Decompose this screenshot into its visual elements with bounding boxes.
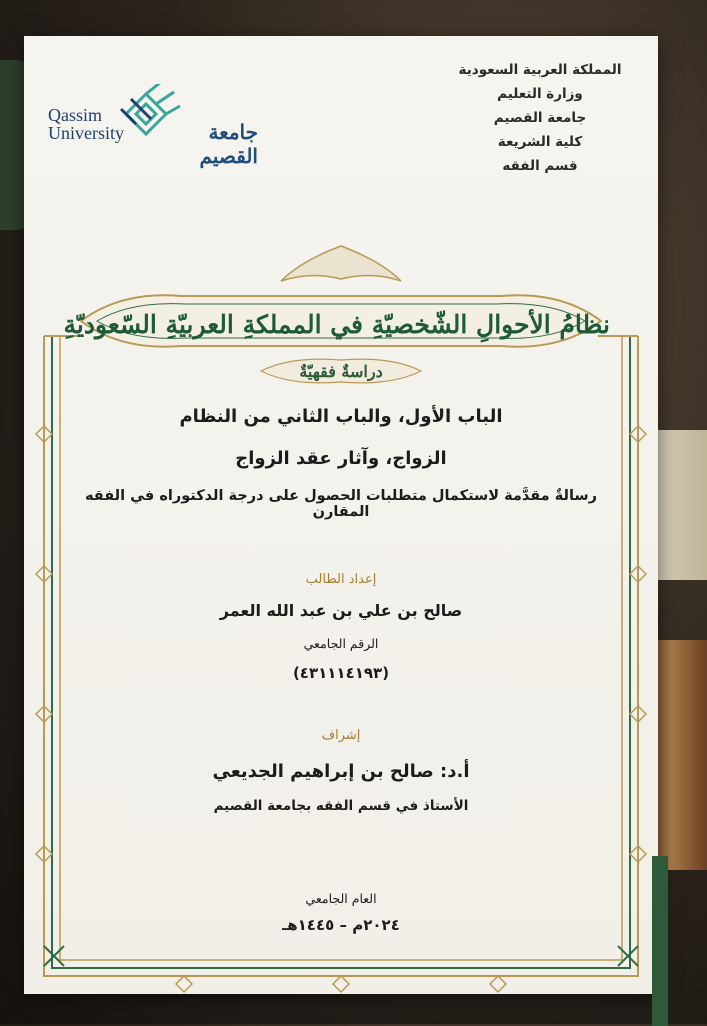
qassim-university-logo xyxy=(48,84,258,168)
supervision-label: إشراف xyxy=(321,728,361,743)
header-line-university: جامعة القصيم xyxy=(493,110,587,126)
thesis-cover-page xyxy=(24,36,658,994)
cover-binding-strip xyxy=(652,856,668,1026)
logo-english-line2: University xyxy=(48,123,124,143)
prepared-by-label: إعداد الطالب xyxy=(305,572,377,587)
student-id-value: (٤٣١١١٤١٩٣) xyxy=(292,664,390,682)
header-line-country: المملكة العربية السعودية xyxy=(458,62,622,78)
student-name: صالح بن علي بن عبد الله العمر xyxy=(219,601,463,620)
student-id-label: الرقم الجامعي xyxy=(303,636,379,651)
institution-header xyxy=(440,58,640,178)
header-line-ministry: وزارة التعليم xyxy=(497,86,583,102)
academic-year-label: العام الجامعي xyxy=(305,891,377,906)
background-book xyxy=(657,430,707,580)
academic-year-value: ٢٠٢٤م – ١٤٤٥هـ xyxy=(282,916,400,934)
thesis-title-wrapper xyxy=(63,298,610,358)
degree-line: رسالةٌ مقدَّمة لاستكمال متطلبات الحصول على درجة الدكتوراه في الفقه المقارن xyxy=(84,488,598,520)
logo-english-text xyxy=(48,106,124,142)
chapters-line: الباب الأول، والباب الثاني من النظام xyxy=(179,406,503,427)
logo-english-line1: Qassim xyxy=(48,105,102,125)
topic-line: الزواج، وآثار عقد الزواج xyxy=(235,448,447,469)
logo-arabic-text: جامعة القصيم xyxy=(199,120,258,168)
supervisor-name: أ.د: صالح بن إبراهيم الجديعي xyxy=(212,761,470,782)
header-line-college: كلية الشريعة xyxy=(497,134,583,150)
thesis-subtitle: دراسةٌ فقهيّةٌ xyxy=(299,362,383,381)
supervisor-title: الأستاذ في قسم الفقه بجامعة القصيم xyxy=(213,798,469,814)
thesis-title: نظامُ الأحوالِ الشّخصيّةِ في المملكةِ العربيّةِ السّعوديّةِ xyxy=(63,310,610,339)
header-line-department: قسم الفقه xyxy=(502,158,578,174)
